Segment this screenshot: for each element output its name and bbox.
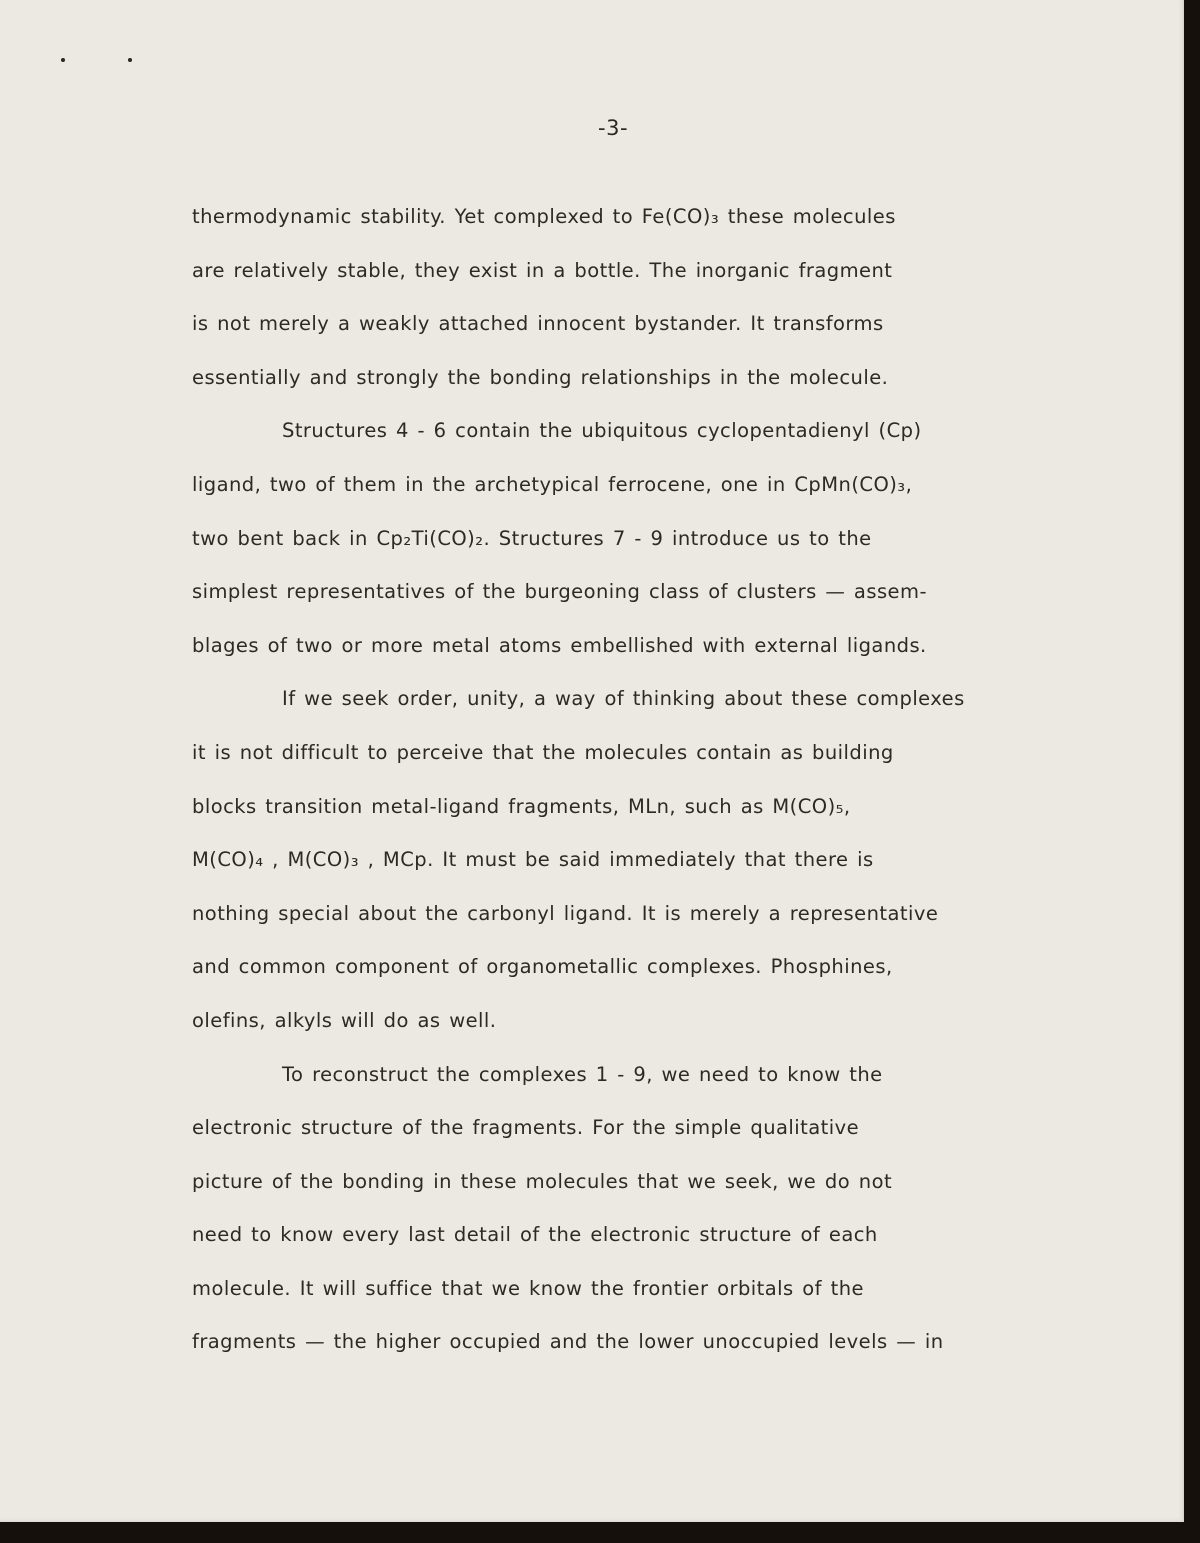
text-line: If we seek order, unity, a way of thinking about these complexes (282, 687, 965, 711)
text-line: picture of the bonding in these molecules that we seek, we do not (192, 1169, 893, 1193)
text-line: To reconstruct the complexes 1 - 9, we need to know the (282, 1062, 883, 1086)
text-line: essentially and strongly the bonding relationships in the molecule. (192, 365, 889, 389)
page-number: -3- (598, 116, 629, 140)
text-line: two bent back in Cp₂Ti(CO)₂. Structures 7 - 9 introduce us to the (192, 526, 872, 550)
text-line: simplest representatives of the burgeoning class of clusters — assem- (192, 580, 927, 604)
text-line: is not merely a weakly attached innocent bystander. It transforms (192, 312, 884, 336)
text-line: are relatively stable, they exist in a bottle. The inorganic fragment (192, 258, 893, 282)
body-text (192, 190, 1102, 1369)
text-line: M(CO)₄ , M(CO)₃ , MCp. It must be said immediately that there is (192, 848, 874, 872)
text-line: need to know every last detail of the electronic structure of each (192, 1223, 878, 1247)
text-line: Structures 4 - 6 contain the ubiquitous cyclopentadienyl (Cp) (282, 419, 922, 443)
margin-speck (128, 58, 132, 62)
text-line: nothing special about the carbonyl ligand. It is merely a representative (192, 901, 939, 925)
margin-speck (61, 58, 65, 62)
text-line: fragments — the higher occupied and the lower unoccupied levels — in (192, 1330, 944, 1354)
text-line: thermodynamic stability. Yet complexed to Fe(CO)₃ these molecules (192, 205, 896, 228)
text-line: molecule. It will suffice that we know the frontier orbitals of the (192, 1276, 864, 1300)
text-line: electronic structure of the fragments. For the simple qualitative (192, 1116, 860, 1140)
text-line: it is not difficult to perceive that the molecules contain as building (192, 740, 894, 764)
text-line: blocks transition metal-ligand fragments, MLn, such as M(CO)₅, (192, 794, 851, 818)
text-line: ligand, two of them in the archetypical ferrocene, one in CpMn(CO)₃, (192, 472, 913, 496)
text-line: olefins, alkyls will do as well. (192, 1008, 497, 1032)
text-line: blages of two or more metal atoms embellished with external ligands. (192, 633, 927, 657)
text-line: and common component of organometallic complexes. Phosphines, (192, 955, 893, 979)
